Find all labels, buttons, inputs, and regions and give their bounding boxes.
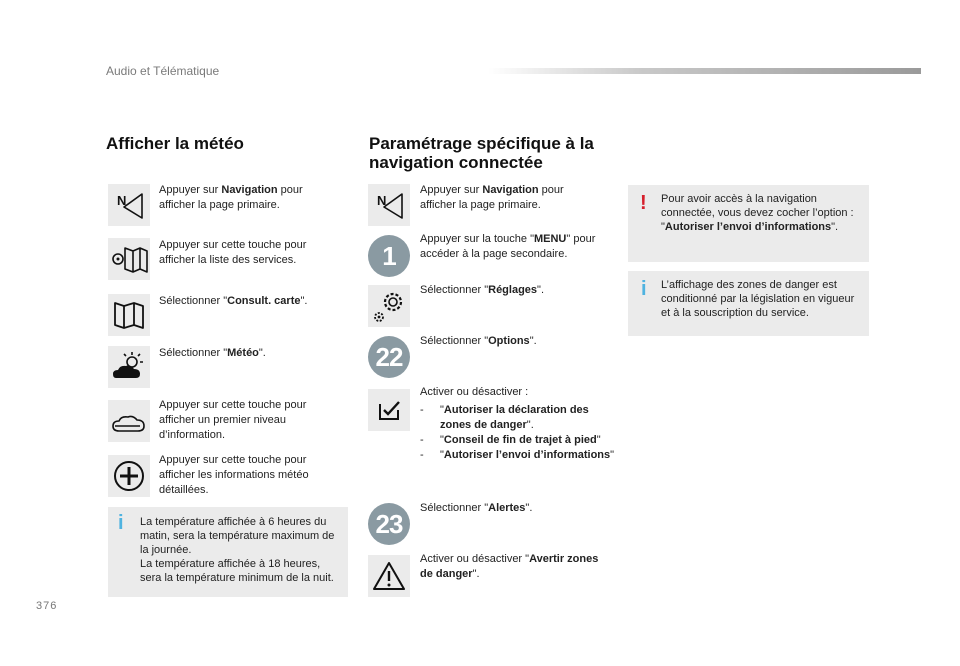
warning-triangle-icon [368, 555, 410, 597]
warning-mark-icon: ! [640, 192, 647, 214]
services-list-icon [108, 238, 150, 280]
connected-navigation-title: Paramétrage spécifique à la navigation connectée [369, 134, 594, 172]
map-icon [108, 294, 150, 336]
danger-info-text: L’affichage des zones de danger est conditionné par la législation en vigueur et à la souscription du service. [661, 279, 855, 319]
step-danger-zones: Activer ou désactiver "Avertir zones de danger". [420, 553, 599, 580]
step-reglages: Sélectionner "Réglages". [420, 284, 545, 296]
cloud-info-icon [108, 400, 150, 442]
plus-icon [108, 455, 150, 497]
options-button-badge: 22 [368, 336, 410, 378]
option-item: - "Conseil de fin de trajet à pied" [420, 434, 601, 446]
menu-button-badge: 1 [368, 235, 410, 277]
navigation-icon [108, 184, 150, 226]
info-icon: i [641, 278, 647, 300]
alertes-button-badge: 23 [368, 503, 410, 545]
step-first-level-info: Appuyer sur cette touche pour afficher un premier niveau d’information. [159, 399, 307, 441]
step-weather: Sélectionner "Météo". [159, 347, 266, 359]
temperature-info-note [108, 507, 348, 597]
step-activate-options [420, 385, 615, 463]
warning-note [628, 185, 869, 262]
danger-zones-info-note [628, 271, 869, 336]
navigation-icon [368, 184, 410, 226]
settings-gear-icon [368, 285, 410, 327]
step-consult-map: Sélectionner "Consult. carte". [159, 295, 308, 307]
step-alertes: Sélectionner "Alertes". [420, 502, 533, 514]
step-navigation-connected: Appuyer sur Navigation pour afficher la page primaire. [420, 184, 564, 211]
svg-text:N: N [377, 193, 387, 208]
step-options: Sélectionner "Options". [420, 335, 537, 347]
option-item: - "Autoriser la déclaration des zones de danger". [420, 404, 589, 431]
weather-section-title: Afficher la météo [106, 134, 244, 153]
step-services: Appuyer sur cette touche pour afficher la liste des services. [159, 239, 307, 266]
weather-icon [108, 346, 150, 388]
info-icon: i [118, 512, 124, 534]
section-header: Audio et Télématique [106, 64, 220, 78]
step-menu: Appuyer sur la touche "MENU" pour accéder à la page secondaire. [420, 233, 596, 260]
page-number: 376 [36, 600, 58, 612]
warning-note-text: Pour avoir accès à la navigation connectée, vous devez cocher l’option : "Autoriser l’envoi d’informations". [661, 193, 854, 233]
step-detailed-info: Appuyer sur cette touche pour afficher les informations météo détaillées. [159, 454, 309, 496]
svg-text:N: N [117, 193, 127, 208]
option-item: - "Autoriser l’envoi d’informations" [420, 449, 615, 461]
checkbox-icon [368, 389, 410, 431]
step-navigation: Appuyer sur Navigation pour afficher la page primaire. [159, 184, 303, 211]
activate-intro: Activer ou désactiver : [420, 386, 529, 398]
temperature-note-text: La température affichée à 6 heures du matin, sera la température maximum de la journée. La température affichée à 18 heures, sera la température minimum de la nuit. [140, 516, 335, 584]
header-rule [488, 68, 921, 74]
